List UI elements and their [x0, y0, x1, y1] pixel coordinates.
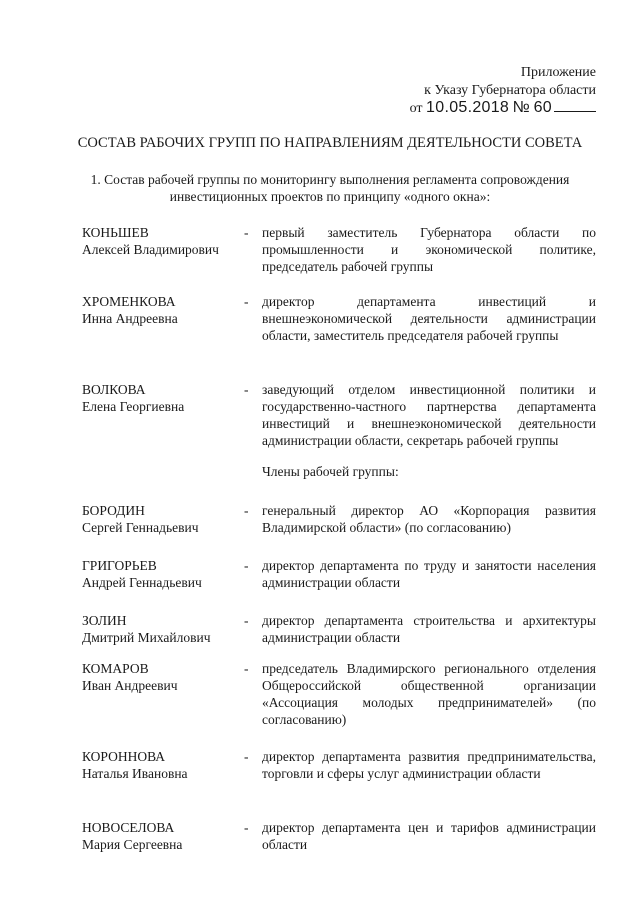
member-dash: - [244, 503, 249, 518]
appendix-number: 60 [533, 99, 552, 116]
appendix-number-sign: № [512, 99, 531, 116]
appendix-label: Приложение [520, 65, 596, 80]
member-role: председатель Владимирского регионального отделения Общероссийской общественной организации «Ассоциация молодых предпринимателей» (по согласованию) [262, 661, 596, 727]
member-name [82, 381, 252, 415]
member-given-name: Андрей Геннадьевич [82, 575, 202, 590]
member-surname: КОНЬШЕВ [82, 225, 149, 240]
members-heading: Члены рабочей группы: [262, 464, 399, 479]
member-name [82, 819, 252, 853]
member-surname: КОМАРОВ [82, 661, 149, 676]
member-dash: - [244, 613, 249, 628]
appendix-date-prefix: от [409, 101, 423, 116]
member-given-name: Алексей Владимирович [82, 242, 219, 257]
member-dash: - [244, 749, 249, 764]
member-given-name: Сергей Геннадьевич [82, 520, 199, 535]
appendix-date-line [410, 99, 596, 118]
member-role: генеральный директор АО «Корпорация развития Владимирской области» (по согласованию) [262, 503, 596, 535]
member-role: директор департамента развития предпринимательства, торговли и сферы услуг администрации области [262, 749, 596, 781]
member-dash: - [244, 661, 249, 676]
member-dash: - [244, 382, 249, 397]
member-dash: - [244, 558, 249, 573]
member-given-name: Елена Георгиевна [82, 399, 185, 414]
member-surname: НОВОСЕЛОВА [82, 820, 175, 835]
document-title: СОСТАВ РАБОЧИХ ГРУПП ПО НАПРАВЛЕНИЯМ ДЕЯТЕЛЬНОСТИ СОВЕТА [77, 135, 583, 151]
member-given-name: Инна Андреевна [82, 311, 178, 326]
appendix-date: 10.05.2018 [426, 99, 510, 116]
member-name [82, 502, 252, 536]
member-name [82, 748, 252, 782]
member-surname: КОРОННОВА [82, 749, 165, 764]
member-given-name: Иван Андреевич [82, 678, 178, 693]
member-role: директор департамента по труду и занятости населения администрации области [262, 558, 596, 590]
member-surname: ГРИГОРЬЕВ [82, 558, 157, 573]
appendix-header [410, 64, 596, 118]
member-surname: ВОЛКОВА [82, 382, 146, 397]
member-dash: - [244, 225, 249, 240]
member-role: директор департамента цен и тарифов администрации области [262, 820, 596, 852]
member-role: директор департамента инвестиций и внешнеэкономической деятельности администрации области, заместитель председателя рабочей группы [262, 294, 596, 343]
member-name [82, 612, 252, 646]
section-title: 1. Состав рабочей группы по мониторингу выполнения регламента сопровождения инвестиционных проектов по принципу «одного окна»: [90, 172, 570, 204]
member-surname: ЗОЛИН [82, 613, 127, 628]
member-name [82, 660, 252, 694]
appendix-underline [554, 99, 596, 112]
member-given-name: Мария Сергеевна [82, 837, 183, 852]
member-surname: ХРОМЕНКОВА [82, 294, 176, 309]
member-given-name: Дмитрий Михайлович [82, 630, 211, 645]
member-role: директор департамента строительства и архитектуры администрации области [262, 613, 596, 645]
member-name [82, 557, 252, 591]
member-dash: - [244, 294, 249, 309]
member-name [82, 224, 252, 258]
member-dash: - [244, 820, 249, 835]
member-role: заведующий отделом инвестиционной политики и государственно-частного партнерства департамента инвестиций и внешнеэкономической деятельности администрации области, секретарь рабочей группы [262, 382, 596, 448]
member-given-name: Наталья Ивановна [82, 766, 188, 781]
member-role: первый заместитель Губернатора области по промышленности и экономической политике, председатель рабочей группы [262, 225, 596, 274]
appendix-decree-ref: к Указу Губернатора области [424, 82, 596, 98]
member-name [82, 293, 252, 327]
member-surname: БОРОДИН [82, 503, 145, 518]
